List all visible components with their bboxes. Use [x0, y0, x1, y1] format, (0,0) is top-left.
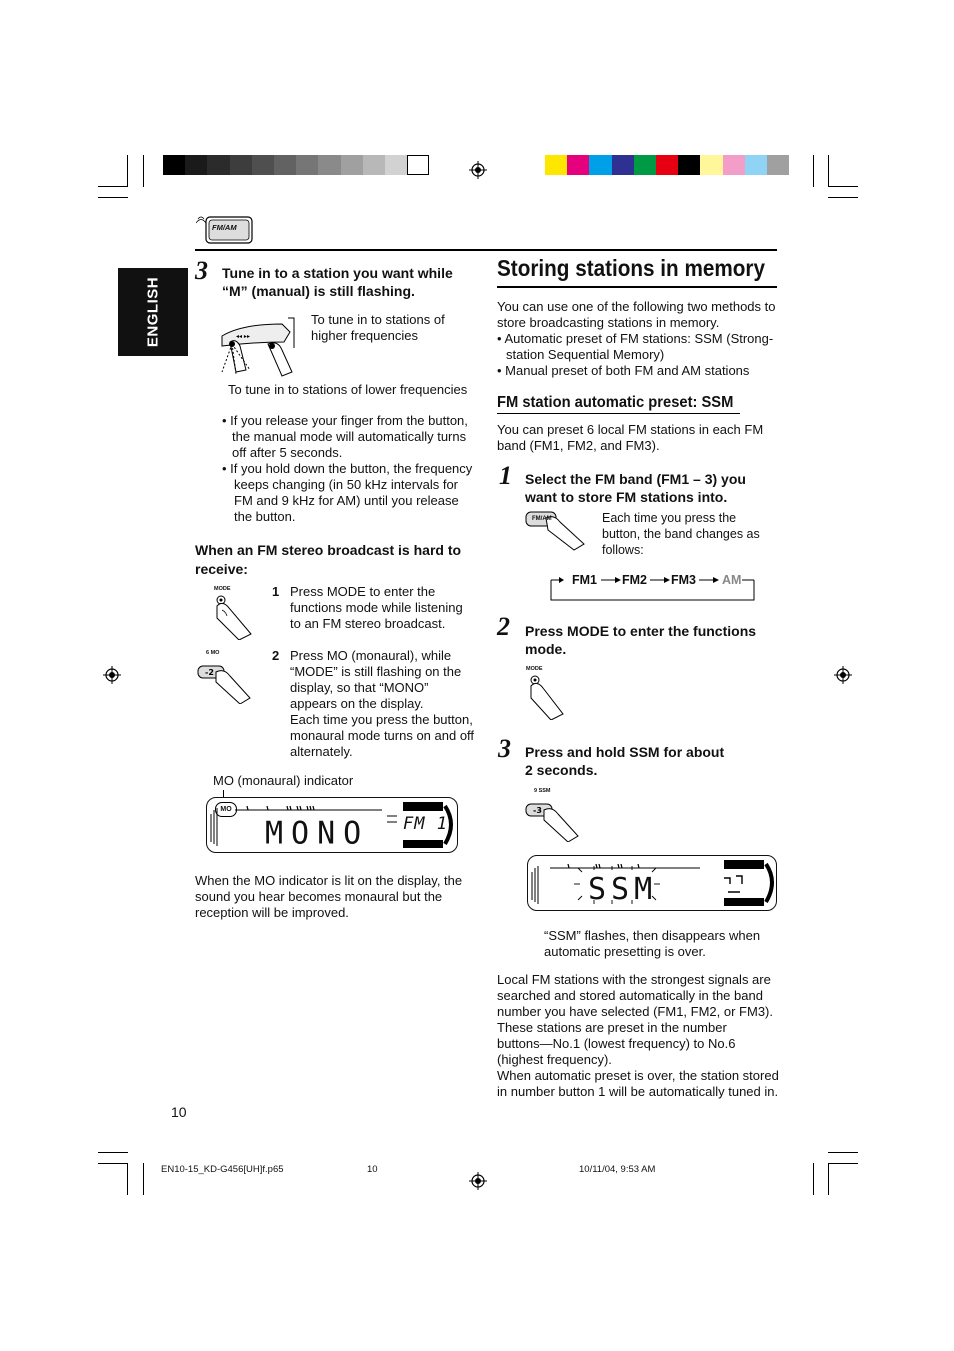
title-underline [497, 286, 777, 288]
text-line: sound you hear becomes monaural but the [195, 889, 443, 904]
color-swatch [230, 155, 252, 175]
color-swatch [385, 155, 407, 175]
band-fm3: FM3 [671, 573, 696, 587]
substep-number: 2 [272, 648, 280, 663]
text-line: • Manual preset of both FM and AM stations [497, 363, 750, 378]
footer-sheet: 10 [367, 1164, 378, 1175]
bullet-item [222, 461, 482, 525]
intro-text [497, 299, 775, 379]
mo-button-illustration [196, 648, 256, 704]
text-line: Select the FM band (FM1 – 3) you [525, 471, 746, 487]
text-line: Press MODE to enter the functions [525, 623, 757, 639]
text-line: When an FM stereo broadcast is hard to [195, 542, 462, 558]
text-line: • If you release your finger from the button, [222, 413, 468, 428]
step-number: 3 [195, 256, 208, 285]
text-line: automatic presetting is over. [544, 944, 706, 959]
text-line: receive: [195, 561, 248, 577]
text-line: “M” (manual) is still flashing. [222, 282, 415, 299]
band-fm2: FM2 [622, 573, 647, 587]
text-line: mode. [525, 640, 567, 657]
footer-date: 10/11/04, 9:53 AM [579, 1164, 656, 1175]
lcd-display-mono [206, 797, 458, 853]
color-swatch [163, 155, 185, 175]
step-number: 3 [498, 734, 511, 763]
registration-mark-icon [469, 161, 487, 179]
text-line: the manual mode will automatically turns [232, 429, 467, 444]
color-swatch [252, 155, 274, 175]
text-line: band (FM1, FM2, and FM3). [497, 438, 660, 453]
mode-label: MODE [214, 586, 231, 592]
text-line: Press MO (monaural), while [290, 648, 452, 663]
ssm-heading-underline [497, 413, 740, 414]
header-rule [195, 249, 777, 251]
text-line: store broadcasting stations in memory. [497, 315, 720, 330]
registration-mark-icon [469, 1172, 487, 1190]
color-swatch [185, 155, 207, 175]
lcd-band-text: FM 1 [403, 814, 448, 834]
tune-buttons-illustration [220, 316, 304, 382]
color-swatch [318, 155, 340, 175]
text-line: number you have selected (FM1, FM2, or FM3). [497, 1004, 773, 1019]
fm-am-label: FM/AM [532, 516, 552, 522]
text-line: “SSM” flashes, then disappears when [544, 928, 761, 943]
color-swatch [767, 155, 789, 175]
text-line: To tune in to stations of [311, 312, 445, 327]
color-swatch [723, 155, 745, 175]
text-line: • Automatic preset of FM stations: SSM (Strong- [497, 331, 774, 346]
text-line: want to store FM stations into. [525, 488, 728, 505]
mo-label-text: MO [210, 650, 220, 656]
text-line: appears on the display. [290, 696, 424, 711]
language-tab [118, 268, 188, 356]
svg-text:-2: -2 [205, 668, 214, 677]
fm-am-label: FM/AM [212, 223, 237, 232]
page-title: Storing stations in memory [497, 255, 765, 281]
text-line: buttons—No.1 (lowest frequency) to No.6 [497, 1036, 736, 1051]
text-line: follows: [602, 543, 644, 557]
text-line: higher frequencies [311, 328, 418, 343]
lcd-ssm-text: SSM [588, 872, 658, 907]
ssm-intro [497, 422, 763, 454]
lower-frequencies-note: To tune in to stations of lower frequencies [228, 382, 468, 397]
lcd-display-ssm [527, 855, 777, 911]
tuning-bullets [222, 413, 482, 525]
text-line: keeps changing (in 50 kHz intervals for [234, 477, 459, 492]
text-line: alternately. [290, 744, 353, 759]
text-line: (highest frequency). [497, 1052, 612, 1067]
text-line: the button. [234, 509, 296, 524]
text-line: Press and hold SSM for about [525, 744, 725, 760]
color-swatch [296, 155, 318, 175]
mo-indicator-label: MO (monaural) indicator [213, 773, 354, 788]
color-swatch [567, 155, 589, 175]
ssm-button-illustration [524, 786, 584, 842]
text-line: functions mode while listening [290, 600, 463, 615]
color-swatch [207, 155, 229, 175]
color-swatch [700, 155, 722, 175]
color-swatch [589, 155, 611, 175]
text-line: button, the band changes as [602, 527, 760, 541]
bullet-item [222, 413, 482, 461]
band-note [602, 510, 760, 558]
text-line: These stations are preset in the number [497, 1020, 727, 1035]
language-tab-label: ENGLISH [144, 276, 162, 348]
substep-text [290, 584, 463, 632]
band-am: AM [722, 573, 742, 587]
mono-result-text [195, 873, 462, 921]
mode-button-illustration [210, 584, 262, 640]
text-line: FM and 9 kHz for AM) until you release [234, 493, 459, 508]
color-swatch [745, 155, 767, 175]
band-sequence-diagram [549, 570, 755, 601]
color-swatch [612, 155, 634, 175]
text-line: Press MODE to enter the [290, 584, 436, 599]
step-number: 1 [499, 461, 512, 490]
footer-file: EN10-15_KD-G456[UH]f.p65 [161, 1164, 284, 1175]
text-line: Tune in to a station you want while [222, 265, 453, 281]
step-title [525, 744, 724, 779]
page-number: 10 [171, 1104, 187, 1120]
text-line: • If you hold down the button, the frequency [222, 461, 473, 476]
color-swatch [678, 155, 700, 175]
step-title [525, 623, 756, 658]
color-swatch [545, 155, 567, 175]
fm-am-press-illustration [524, 508, 590, 552]
text-line: in number button 1 will be automatically tuned in. [497, 1084, 779, 1099]
text-line: off after 5 seconds. [232, 445, 343, 460]
text-line: When the MO indicator is lit on the display, the [195, 873, 463, 888]
ssm-note [544, 928, 760, 960]
svg-text:-3: -3 [533, 806, 542, 815]
step-number: 2 [497, 612, 510, 641]
color-swatch [274, 155, 296, 175]
registration-mark-icon [103, 666, 121, 684]
text-line: When automatic preset is over, the station stored [497, 1068, 779, 1083]
fm-am-button-icon [196, 213, 254, 245]
step-title [222, 265, 453, 300]
mo-badge: MO [215, 802, 237, 817]
color-swatch [407, 155, 429, 175]
color-swatch [634, 155, 656, 175]
text-line: “MODE” is still flashing on the [290, 664, 462, 679]
band-fm1: FM1 [572, 573, 597, 587]
text-line: station Sequential Memory) [506, 347, 665, 362]
step-title [525, 471, 746, 506]
mode-button-illustration [524, 664, 570, 720]
color-swatch [341, 155, 363, 175]
substep-number: 1 [272, 584, 280, 599]
text-line: reception will be improved. [195, 905, 349, 920]
registration-mark-icon [834, 666, 852, 684]
color-swatch [656, 155, 678, 175]
higher-frequencies-note [311, 312, 445, 344]
svg-text:◂◂ ▸▸: ◂◂ ▸▸ [236, 333, 250, 340]
text-line: You can use one of the following two methods to [497, 299, 776, 314]
substep-text [290, 648, 474, 760]
text-line: Local FM stations with the strongest signals are [497, 972, 771, 987]
text-line: Each time you press the [602, 511, 737, 525]
text-line: monaural mode turns on and off [290, 728, 475, 743]
stereo-heading [195, 541, 461, 579]
text-line: 2 seconds. [525, 761, 598, 778]
mode-label: MODE [526, 666, 543, 672]
closing-text [497, 972, 779, 1100]
ssm-heading: FM station automatic preset: SSM [497, 394, 734, 411]
lcd-mono-text: MONO [265, 815, 370, 852]
text-line: Each time you press the button, [290, 712, 473, 727]
color-swatch [363, 155, 385, 175]
text-line: You can preset 6 local FM stations in each FM [497, 422, 764, 437]
text-line: to an FM stereo broadcast. [290, 616, 446, 631]
ssm-label-text: SSM [538, 788, 551, 794]
text-line: searched and stored automatically in the band [497, 988, 763, 1003]
text-line: display, so that “MONO” [290, 680, 429, 695]
ssm-label: 9 SSM [534, 788, 551, 794]
mo-label: 6 MO [206, 650, 220, 656]
